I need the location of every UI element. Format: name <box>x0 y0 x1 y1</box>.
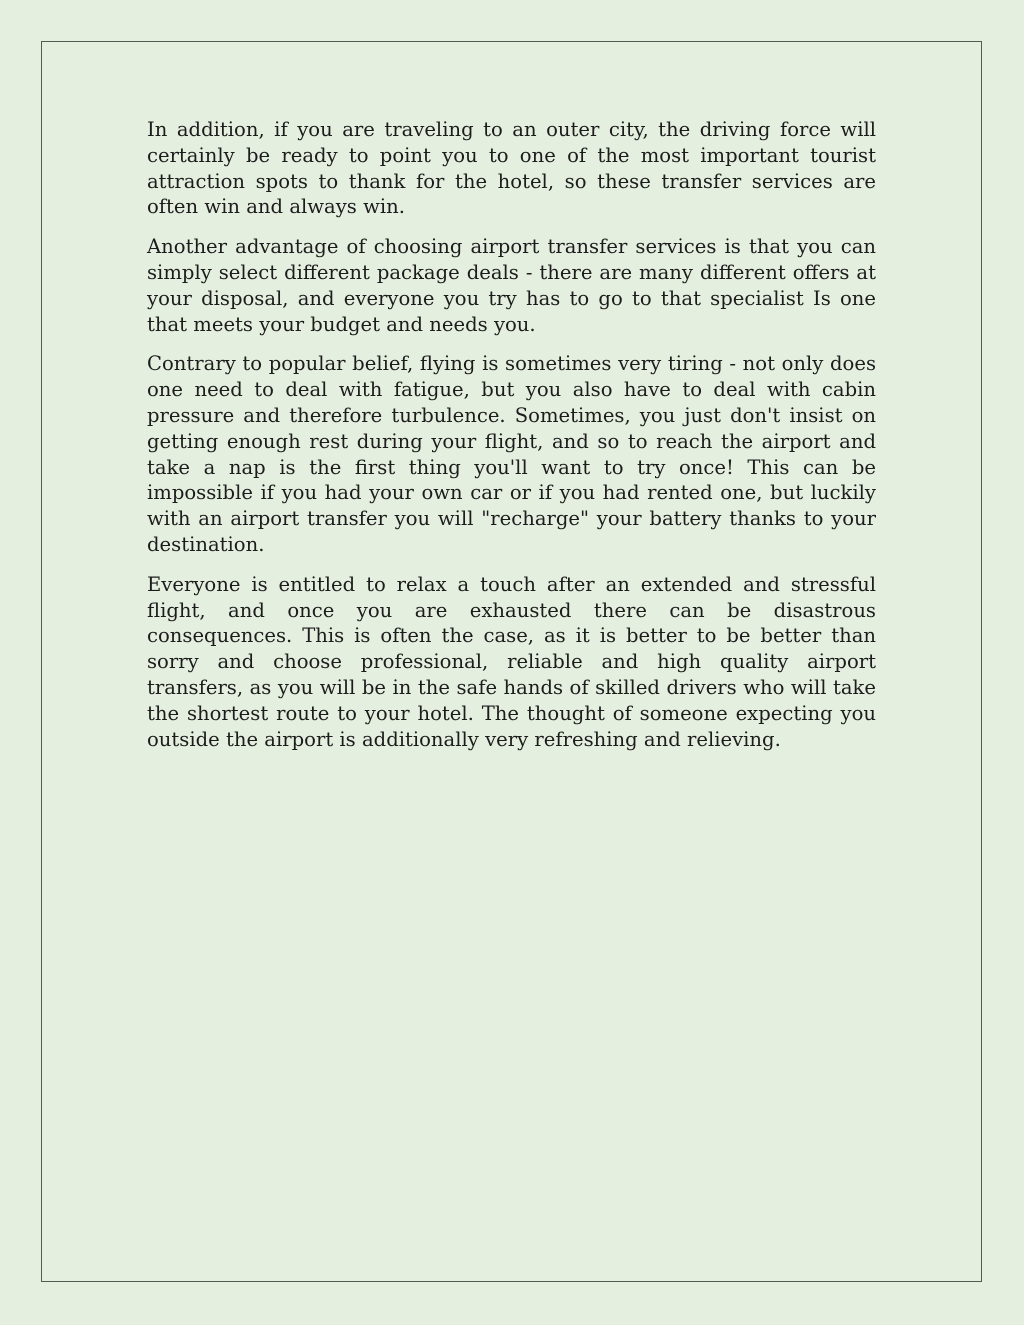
document-body <box>147 117 876 766</box>
paragraph-package-deals: Another advantage of choosing airport transfer services is that you can simply select different package deals - there are many different offers at your disposal, and everyone you try has to go to that specialist Is one that meets your budget and needs you. <box>147 235 876 336</box>
paragraph-relax-after-flight: Everyone is entitled to relax a touch after an extended and stressful flight, and once you are exhausted there can be disastrous consequences. This is often the case, as it is better to be better than sorry and choose professional, reliable and high quality airport transfers, as you will be in the safe hands of skilled drivers who will take the shortest route to your hotel. The thought of someone expecting you outside the airport is additionally very refreshing and relieving. <box>147 572 876 751</box>
paragraph-outer-city-tourist-spots: In addition, if you are traveling to an outer city, the driving force will certainly be ready to point you to one of the most important tourist attraction spots to thank for the hotel, so these transfer services are often win and always win. <box>147 118 876 219</box>
paragraph-flying-is-tiring: Contrary to popular belief, flying is sometimes very tiring - not only does one need to deal with fatigue, but you also have to deal with cabin pressure and therefore turbulence. Sometimes, you just don't insist on getting enough rest during your flight, and so to reach the airport and take a nap is the first thing you'll want to try once! This can be impossible if you had your own car or if you had rented one, but luckily with an airport transfer you will "recharge" your battery thanks to your destination. <box>147 352 876 556</box>
